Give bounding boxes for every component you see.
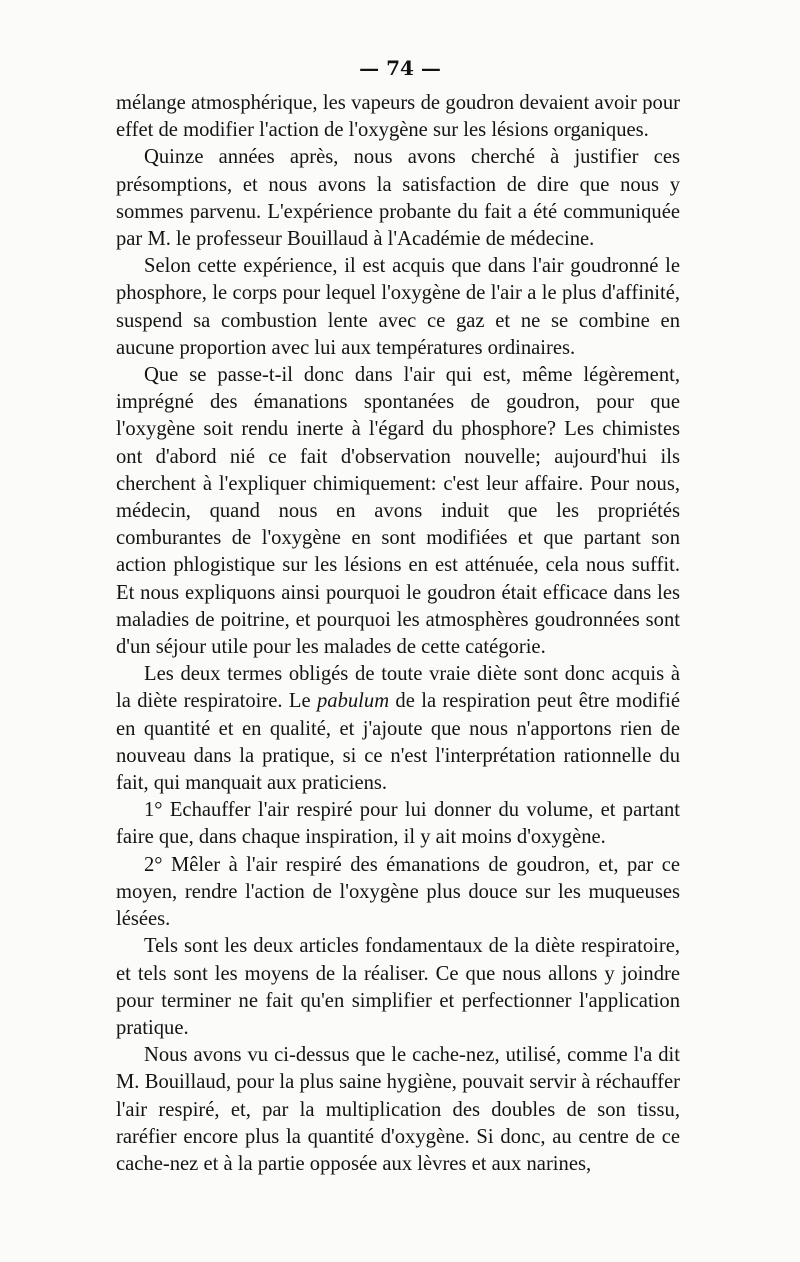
numbered-item: 2° Mêler à l'air respiré des émanations de goudron, et, par ce moyen, rendre l'action de l'oxygène plus douce sur les muqueuses lésées. [116,853,680,931]
paragraph-continuation: mélange atmosphérique, les vapeurs de goudron devaient avoir pour effet de modifier l'action de l'oxygène sur les lésions organiques. [116,92,680,142]
paragraph-text: Les deux termes obligés de toute vraie diète sont donc acquis à la diète respiratoire. Le [116,663,680,713]
paragraph: Tels sont les deux articles fondamentaux de la diète respiratoire, et tels sont les moyens de la réaliser. Ce que nous allons y joindre pour terminer ne fait qu'en simplifier et perfectionner l'application pratique. [116,935,680,1039]
page-number: — 74 — [359,56,441,80]
paragraph [116,661,680,797]
paragraph: Nous avons vu ci-dessus que le cache-nez, utilisé, comme l'a dit M. Bouillaud, pour la plus saine hygiène, pouvait servir à réchauffer l'air respiré, et, par la multiplication des doubles de son tissu, raréfier encore plus la quantité d'oxygène. Si donc, au centre de ce cache-nez et à la partie opposée aux lèvres et aux narines, [116,1044,680,1175]
numbered-item: 1° Echauffer l'air respiré pour lui donner du volume, et partant faire que, dans chaque inspiration, il y ait moins d'oxygène. [116,799,680,849]
body-text [116,90,680,1178]
italic-term: pabulum [316,690,390,713]
paragraph: Que se passe-t-il donc dans l'air qui est, même légèrement, imprégné des émanations spontanées de goudron, pour que l'oxygène soit rendu inerte à l'égard du phosphore? Les chimistes ont d'abord nié ce fait d'observation nouvelle; aujourd'hui ils cherchent à l'expliquer chimiquement: c'est leur affaire. Pour nous, médecin, quand nous en avons induit que les propriétés comburantes de l'oxygène en sont modifiées et que partant son action phlogistique sur les lésions en est atténuée, cela nous suffit. Et nous expliquons ainsi pourquoi le goudron était efficace dans les maladies de poitrine, et pourquoi les atmosphères goudronnées sont d'un séjour utile pour les malades de cette catégorie. [116,364,680,659]
paragraph: Quinze années après, nous avons cherché à justifier ces présomptions, et nous avons la satisfaction de dire que nous y sommes parvenu. L'expérience probante du fait a été communiquée par M. le professeur Bouillaud à l'Académie de médecine. [116,146,680,251]
paragraph-text: de la respiration peut être modifié en quantité et en qualité, et j'ajoute que nous n'apportons rien de nouveau dans la pratique, si ce n'est l'interprétation rationnelle du fait, qui manquait aux praticiens. [116,690,680,795]
paragraph: Selon cette expérience, il est acquis que dans l'air goudronné le phosphore, le corps pour lequel l'oxygène de l'air a le plus d'affinité, suspend sa combustion lente avec ce gaz et ne se combine en aucune proportion avec lui aux températures ordinaires. [116,255,680,359]
